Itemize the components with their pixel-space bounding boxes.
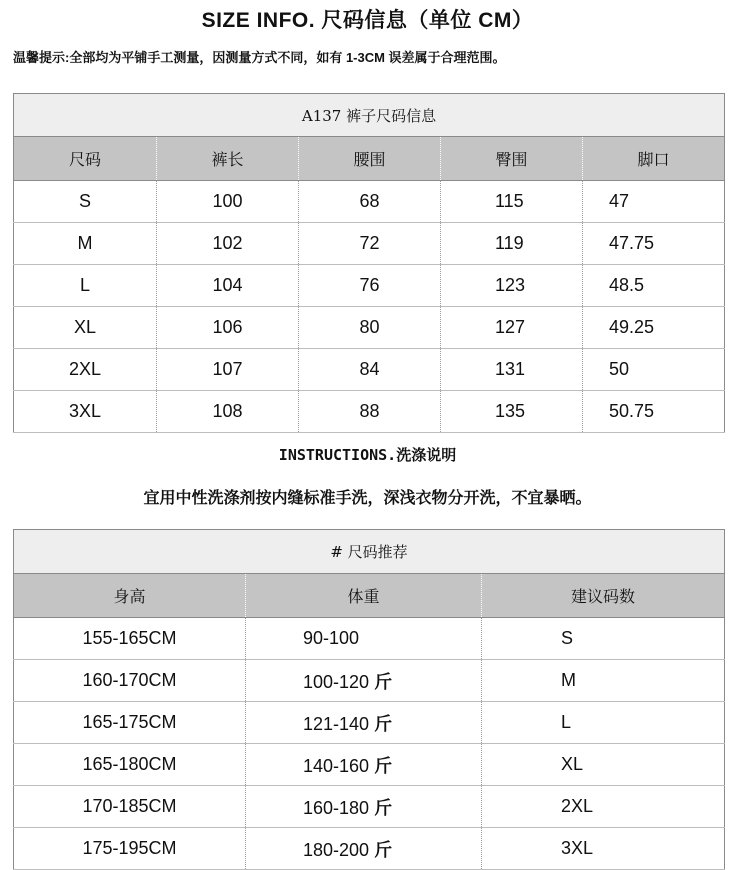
size-table bbox=[13, 93, 725, 433]
cell-pants-length: 106 bbox=[157, 307, 299, 349]
cell-height: 165-175CM bbox=[14, 702, 246, 744]
weight-value: 140-160 bbox=[303, 755, 370, 776]
header-size: 尺码 bbox=[14, 137, 157, 181]
cell-height: 160-170CM bbox=[14, 660, 246, 702]
table-row bbox=[14, 744, 725, 786]
cell-weight bbox=[246, 618, 482, 660]
cell-hip: 119 bbox=[441, 223, 583, 265]
table-row bbox=[14, 349, 725, 391]
cell-size: XL bbox=[14, 307, 157, 349]
size-table-caption: A137 裤子尺码信息 bbox=[14, 94, 725, 137]
cell-weight bbox=[246, 828, 482, 870]
cell-leg-opening: 47 bbox=[583, 181, 725, 223]
cell-suggested-size: S bbox=[482, 618, 725, 660]
cell-size: S bbox=[14, 181, 157, 223]
cell-height: 175-195CM bbox=[14, 828, 246, 870]
cell-leg-opening: 50.75 bbox=[583, 391, 725, 433]
cell-size: 3XL bbox=[14, 391, 157, 433]
table-row bbox=[14, 265, 725, 307]
header-height: 身高 bbox=[14, 574, 246, 618]
cell-pants-length: 104 bbox=[157, 265, 299, 307]
header-leg-opening: 脚口 bbox=[583, 137, 725, 181]
weight-unit: 斤 bbox=[374, 713, 393, 734]
cell-pants-length: 107 bbox=[157, 349, 299, 391]
cell-weight bbox=[246, 786, 482, 828]
table-row bbox=[14, 660, 725, 702]
weight-unit: 斤 bbox=[374, 671, 393, 692]
table-row bbox=[14, 307, 725, 349]
cell-waist: 76 bbox=[299, 265, 441, 307]
cell-hip: 131 bbox=[441, 349, 583, 391]
cell-suggested-size: L bbox=[482, 702, 725, 744]
cell-size: L bbox=[14, 265, 157, 307]
cell-height: 165-180CM bbox=[14, 744, 246, 786]
page-title: SIZE INFO. 尺码信息（单位 CM） bbox=[201, 9, 534, 32]
cell-height: 155-165CM bbox=[14, 618, 246, 660]
cell-hip: 127 bbox=[441, 307, 583, 349]
table-row bbox=[14, 786, 725, 828]
weight-value: 90-100 bbox=[303, 628, 360, 648]
measurement-tip: 温馨提示:全部均为平铺手工测量，因测量方式不同，如有 1-3CM 误差属于合理范围。 bbox=[13, 50, 506, 65]
cell-suggested-size: XL bbox=[482, 744, 725, 786]
cell-pants-length: 100 bbox=[157, 181, 299, 223]
header-weight: 体重 bbox=[246, 574, 482, 618]
cell-waist: 84 bbox=[299, 349, 441, 391]
header-suggested-size: 建议码数 bbox=[482, 574, 725, 618]
header-waist: 腰围 bbox=[299, 137, 441, 181]
recommend-table-caption: # 尺码推荐 bbox=[14, 530, 725, 574]
cell-suggested-size: M bbox=[482, 660, 725, 702]
weight-unit: 斤 bbox=[374, 755, 393, 776]
cell-weight bbox=[246, 660, 482, 702]
weight-unit: 斤 bbox=[374, 797, 393, 818]
header-pants-length: 裤长 bbox=[157, 137, 299, 181]
recommend-table bbox=[13, 529, 725, 870]
weight-value: 160-180 bbox=[303, 797, 370, 818]
table-row bbox=[14, 618, 725, 660]
weight-value: 121-140 bbox=[303, 713, 370, 734]
cell-height: 170-185CM bbox=[14, 786, 246, 828]
cell-leg-opening: 47.75 bbox=[583, 223, 725, 265]
cell-suggested-size: 3XL bbox=[482, 828, 725, 870]
cell-pants-length: 102 bbox=[157, 223, 299, 265]
table-row bbox=[14, 223, 725, 265]
cell-waist: 68 bbox=[299, 181, 441, 223]
cell-waist: 88 bbox=[299, 391, 441, 433]
table-row bbox=[14, 702, 725, 744]
weight-unit: 斤 bbox=[374, 839, 393, 860]
weight-value: 100-120 bbox=[303, 671, 370, 692]
cell-weight bbox=[246, 744, 482, 786]
cell-hip: 123 bbox=[441, 265, 583, 307]
header-hip: 臀围 bbox=[441, 137, 583, 181]
table-row bbox=[14, 828, 725, 870]
weight-value: 180-200 bbox=[303, 839, 370, 860]
table-row bbox=[14, 181, 725, 223]
cell-waist: 72 bbox=[299, 223, 441, 265]
cell-size: 2XL bbox=[14, 349, 157, 391]
cell-leg-opening: 49.25 bbox=[583, 307, 725, 349]
cell-suggested-size: 2XL bbox=[482, 786, 725, 828]
cell-hip: 115 bbox=[441, 181, 583, 223]
instructions-text: 宜用中性洗涤剂按内缝标准手洗，深浅衣物分开洗，不宜暴晒。 bbox=[143, 490, 592, 507]
cell-leg-opening: 48.5 bbox=[583, 265, 725, 307]
cell-weight bbox=[246, 702, 482, 744]
instructions-title: INSTRUCTIONS.洗涤说明 bbox=[278, 446, 457, 464]
cell-waist: 80 bbox=[299, 307, 441, 349]
cell-hip: 135 bbox=[441, 391, 583, 433]
cell-pants-length: 108 bbox=[157, 391, 299, 433]
cell-size: M bbox=[14, 223, 157, 265]
cell-leg-opening: 50 bbox=[583, 349, 725, 391]
table-row bbox=[14, 391, 725, 433]
